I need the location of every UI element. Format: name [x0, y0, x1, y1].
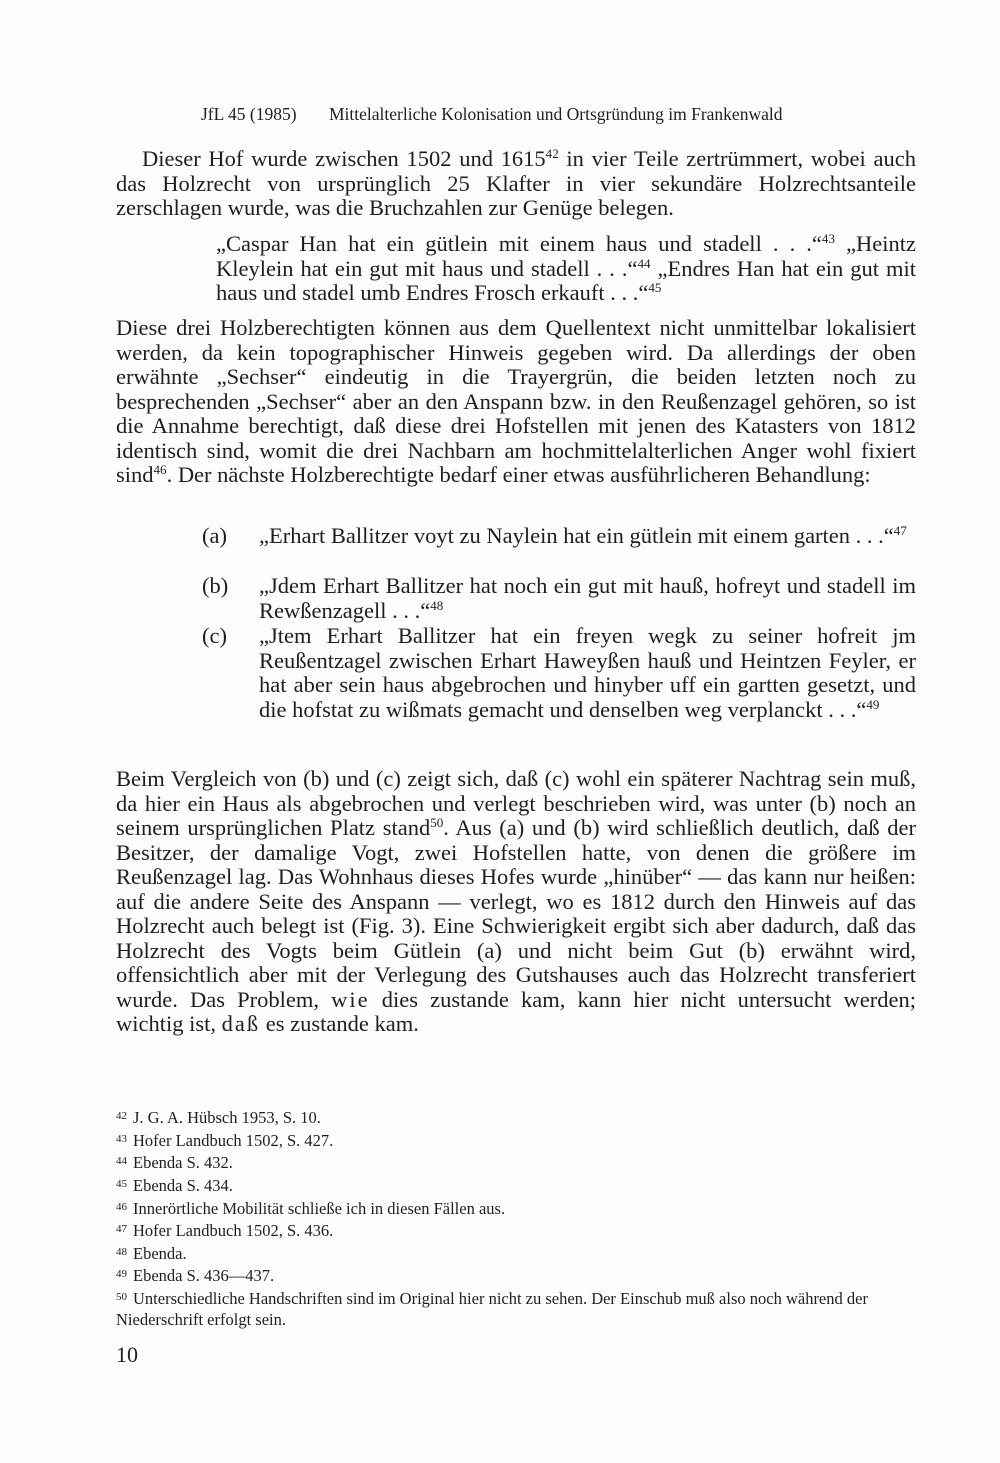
quote-text: „Heintz Kleylein hat ein gut mit haus und stadell . . .“	[216, 231, 917, 281]
item-label: (a)	[202, 523, 227, 548]
quote-text: „Endres Han hat ein gut mit haus und stadel umb Endres Frosch erkauft . . .“	[216, 255, 916, 305]
footnote-text: Hofer Landbuch 1502, S. 427.	[133, 1130, 334, 1150]
footnote-text: Ebenda S. 434.	[133, 1175, 233, 1195]
footnote-ref: 48	[430, 597, 444, 613]
footnote-number: 44	[116, 1155, 127, 1168]
footnote	[116, 1197, 916, 1220]
journal-reference: JfL 45 (1985)	[201, 104, 297, 124]
paragraph-text: dies zustande kam, kann hier nicht untersucht werden; wichtig ist,	[116, 986, 916, 1036]
footnote-text: J. G. A. Hübsch 1953, S. 10.	[133, 1107, 321, 1127]
footnote-number: 48	[116, 1245, 127, 1258]
paragraph-text: . Der nächste Holzberechtigte bedarf einer etwas ausführlicheren Behandlung:	[166, 462, 871, 487]
source-quotation	[216, 232, 916, 306]
emphasis-dass: daß	[221, 1011, 261, 1036]
footnote	[116, 1219, 916, 1242]
footnote-ref: 50	[430, 814, 444, 830]
footnote-number: 47	[116, 1223, 127, 1236]
footnote-number: 50	[116, 1291, 127, 1304]
footnote-ref: 49	[866, 696, 880, 712]
paragraph-text: Dieser Hof wurde zwischen 1502 und 1615	[142, 146, 546, 171]
page-number: 10	[116, 1342, 138, 1367]
quote-text: „Caspar Han hat ein gütlein mit einem haus und stadell . . .“	[216, 231, 822, 256]
footnotes	[116, 1106, 916, 1331]
paragraph-text: in vier Teile zertrümmert, wobei auch das Holzrecht von ursprünglich 25 Klafter in vier sekundäre Holzrechtsanteile zerschlagen wurde, was die Bruchzahlen zur Genüge belegen.	[116, 146, 916, 220]
item-text: „Jdem Erhart Ballitzer hat noch ein gut mit hauß, hofreyt und stadell im Rewßenzagell . . .“	[259, 573, 916, 623]
item-label: (c)	[202, 623, 227, 648]
footnote-number: 46	[116, 1200, 127, 1213]
running-title: Mittelalterliche Kolonisation und Ortsgründung im Frankenwald	[329, 104, 783, 124]
footnote	[116, 1242, 916, 1265]
footnote-ref: 42	[545, 145, 559, 161]
footnote-ref: 46	[153, 461, 167, 477]
item-label: (b)	[202, 573, 229, 598]
paragraph-text: Beim Vergleich von (b) und (c) zeigt sich, daß (c) wohl ein späterer Nachtrag sein muß, da hier ein Haus als abgebrochen und verlegt beschrieben wird, was unter (b) noch an seinem ursprünglichen Platz stand	[116, 766, 916, 840]
footnote-ref: 44	[637, 255, 651, 271]
paragraph-text: Diese drei Holzberechtigten können aus dem Quellentext nicht unmittelbar lokalisiert werden, da kein topographischer Hinweis gegeben wird. Da allerdings der oben erwähnte „Sechser“ eindeutig in die Trayergrün, die beiden letzten noch zu besprechenden „Sechser“ aber an den Anspann bzw. in den Reußenzagel gehören, so ist die Annahme berechtigt, daß diese drei Hofstellen mit jenen des Katasters von 1812 identisch sind, womit die drei Nachbarn am hochmittelalterlichen Anger wohl fixiert sind	[116, 315, 916, 487]
running-header	[201, 104, 851, 125]
paragraph-text: . Aus (a) und (b) wird schließlich deutlich, daß der Besitzer, der damalige Vogt, zwei Hofstellen hatte, von denen die größere im Reußenzagel lag. Das Wohnhaus dieses Hofes wurde „hinüber“ — das kann nur heißen: auf die andere Seite des Anspann — verlegt, wo es 1812 durch den Hinweis auf das Holzrecht auch belegt ist (Fig. 3). Eine Schwierigkeit ergibt sich aber dadurch, daß das Holzrecht des Vogts beim Gütlein (a) und nicht beim Gut (b) erwähnt wird, offensichtlich aber mit der Verlegung des Gutshauses auch das Holzrecht transferiert wurde. Das Problem,	[116, 815, 916, 1012]
paragraph-text: es zustande kam.	[260, 1011, 419, 1036]
footnote-ref: 47	[893, 522, 907, 538]
footnote-text: Hofer Landbuch 1502, S. 436.	[133, 1221, 334, 1241]
footnote	[116, 1287, 916, 1330]
footnote-text: Unterschiedliche Handschriften sind im Original hier nicht zu sehen. Der Einschub muß also noch während der Niederschrift erfolgt sein.	[116, 1288, 868, 1329]
item-text: „Jtem Erhart Ballitzer hat ein freyen wegk zu seiner hofreit jm Reußentzagel zwischen Erhart Haweyßen hauß und Heintzen Feyler, er hat aber sein haus abgebrochen und hinyber uff ein gartten gesetzt, und die hofstat zu wißmats gemacht und denselben weg verplanckt . . .“	[259, 623, 916, 722]
footnote-text: Ebenda S. 436—437.	[133, 1266, 275, 1286]
footnote-ref: 45	[648, 279, 662, 295]
footnote-ref: 43	[821, 230, 835, 246]
footnote-number: 49	[116, 1268, 127, 1281]
paragraph-1	[116, 147, 916, 221]
paragraph-2	[116, 316, 916, 488]
footnote	[116, 1151, 916, 1174]
footnote-text: Ebenda.	[133, 1243, 187, 1263]
emphasis-wie: wie	[331, 986, 370, 1012]
item-text: „Erhart Ballitzer voyt zu Naylein hat ein gütlein mit einem garten . . .“	[259, 523, 894, 548]
footnote-number: 45	[116, 1177, 127, 1190]
footnote-number: 43	[116, 1132, 127, 1145]
footnote	[116, 1174, 916, 1197]
footnote-text: Ebenda S. 432.	[133, 1153, 233, 1173]
footnote-text: Innerörtliche Mobilität schließe ich in diesen Fällen aus.	[133, 1198, 506, 1218]
paragraph-3	[116, 767, 916, 1037]
footnote-number: 42	[116, 1110, 127, 1122]
footnote	[116, 1106, 916, 1129]
footnote	[116, 1264, 916, 1287]
footnote	[116, 1129, 916, 1152]
